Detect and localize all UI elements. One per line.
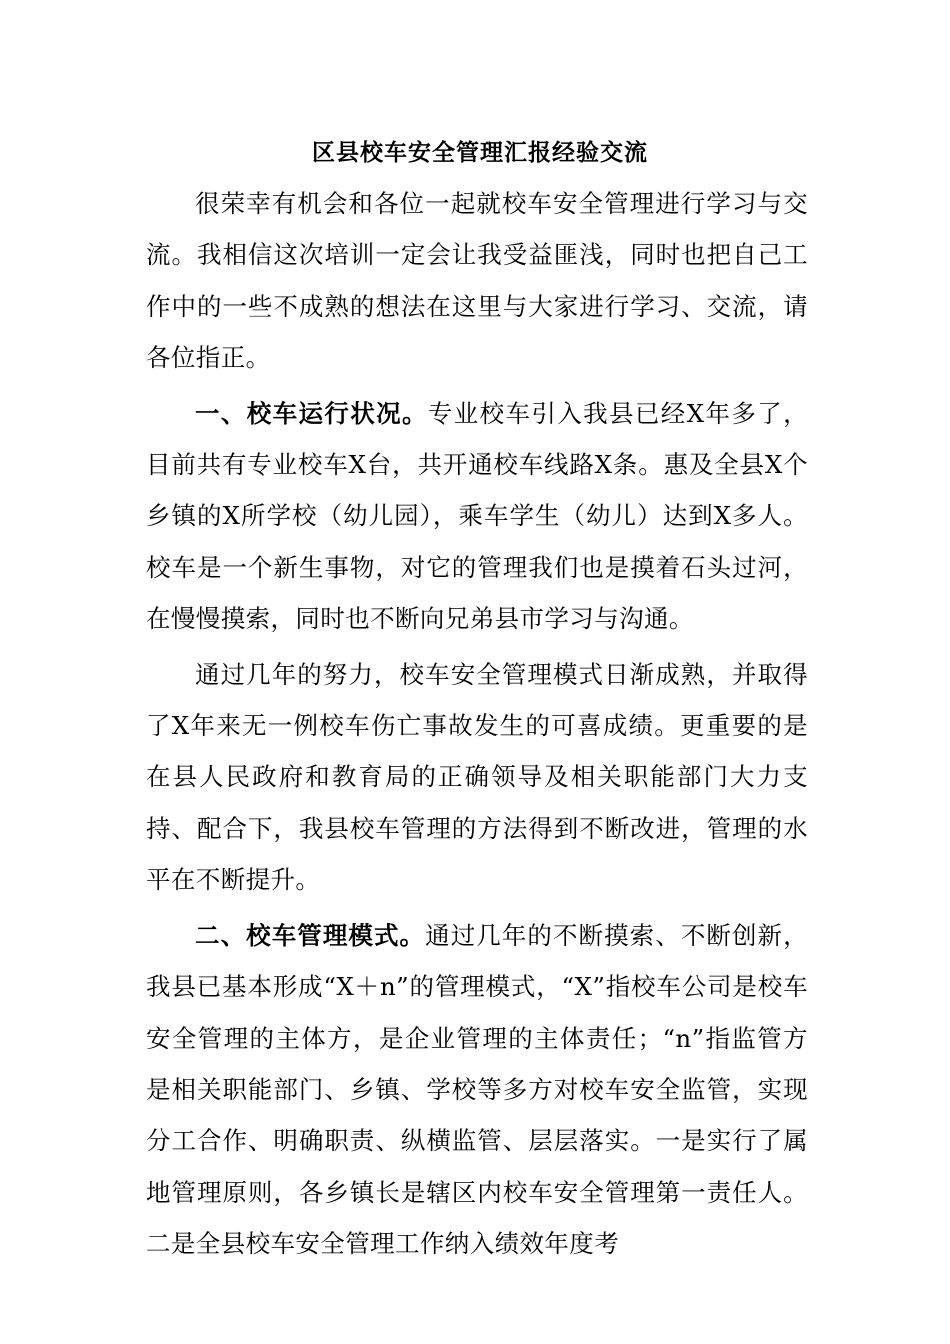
document-page — [146, 128, 808, 1270]
paragraph-text: 专业校车引入我县已经X年多了，目前共有专业校车X台，共开通校车线路X条。惠及全县X个乡镇的X所学校（幼儿园），乘车学生（幼儿）达到X多人。校车是一个新生事物，对它的管理我们也是摸着石头过河，在慢慢摸索，同时也不断向兄弟县市学习与沟通。 — [146, 398, 808, 634]
paragraph-section-2 — [146, 910, 808, 1270]
document-title: 区县校车安全管理汇报经验交流 — [312, 140, 648, 166]
paragraph-intro — [146, 178, 808, 384]
paragraph-text: 通过几年的不断摸索、不断创新，我县已基本形成“X＋n”的管理模式，“X”指校车公司是校车安全管理的主体方，是企业管理的主体责任；“n”指监管方是相关职能部门、乡镇、学校等多方对校车安全监管，实现分工合作、明确职责、纵横监管、层层落实。一是实行了属地管理原则，各乡镇长是辖区内校车安全管理第一责任人。二是全县校车安全管理工作纳入绩效年度考 — [146, 920, 808, 1259]
section-heading: 二、校车管理模式。 — [195, 920, 426, 950]
paragraph-text: 通过几年的努力，校车安全管理模式日渐成熟，并取得了X年来无一例校车伤亡事故发生的可喜成绩。更重要的是在县人民政府和教育局的正确领导及相关职能部门大力支持、配合下，我县校车管理的方法得到不断改进，管理的水平在不断提升。 — [146, 659, 808, 895]
paragraph-text: 很荣幸有机会和各位一起就校车安全管理进行学习与交流。我相信这次培训一定会让我受益匪浅，同时也把自己工作中的一些不成熟的想法在这里与大家进行学习、交流，请各位指正。 — [146, 189, 808, 373]
paragraph-section-1 — [146, 388, 808, 645]
section-heading: 一、校车运行状况。 — [195, 398, 428, 428]
paragraph-progress — [146, 649, 808, 906]
